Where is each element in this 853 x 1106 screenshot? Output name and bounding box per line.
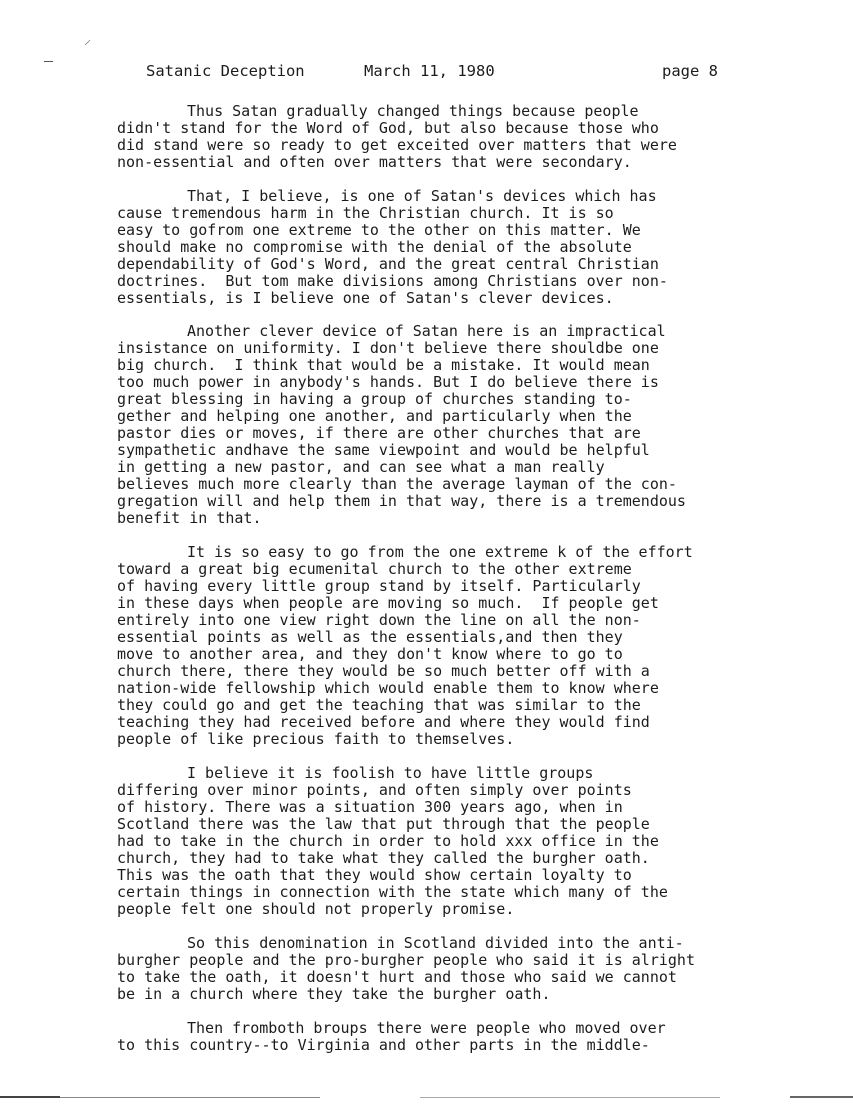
scan-edge-mark — [790, 1096, 853, 1098]
text-line: burgher people and the pro-burgher people who said it is alright — [117, 951, 695, 969]
text-line: of having every little group stand by itself. Particularly — [117, 577, 641, 595]
text-line: gregation will and help them in that way, there is a tremendous — [117, 492, 686, 510]
text-line: church there, there they would be so much better off with a — [117, 662, 650, 680]
text-line: believes much more clearly than the average layman of the con- — [117, 475, 677, 493]
text-line: had to take in the church in order to hold xxx office in the — [117, 832, 659, 850]
text-line: insistance on uniformity. I don't believe there shouldbe one — [117, 339, 659, 357]
text-line: differing over minor points, and often simply over points — [117, 781, 632, 799]
text-line: to take the oath, it doesn't hurt and those who said we cannot — [117, 968, 677, 986]
ink-smudge-mark: ⸝ — [84, 32, 91, 48]
text-line: This was the oath that they would show certain loyalty to — [117, 866, 632, 884]
text-line: sympathetic andhave the same viewpoint and would be helpful — [117, 441, 650, 459]
text-line: non-essential and often over matters that were secondary. — [117, 153, 632, 171]
text-line: Scotland there was the law that put through that the people — [117, 815, 650, 833]
text-line: That, I believe, is one of Satan's devices which has — [187, 187, 657, 205]
text-line: should make no compromise with the denial of the absolute — [117, 238, 632, 256]
scan-edge-mark — [420, 1097, 720, 1098]
paragraph-1 — [117, 103, 797, 171]
text-line: they could go and get the teaching that was similar to the — [117, 696, 641, 714]
scan-edge-mark — [0, 1096, 60, 1098]
text-line: pastor dies or moves, if there are other churches that are — [117, 424, 641, 442]
text-line: cause tremendous harm in the Christian church. It is so — [117, 204, 614, 222]
paragraph-2 — [117, 188, 797, 307]
text-line: It is so easy to go from the one extreme k of the effort — [187, 543, 693, 561]
text-line: didn't stand for the Word of God, but also because those who — [117, 119, 659, 137]
text-line: doctrines. But tom make divisions among Christians over non- — [117, 272, 668, 290]
page-number: page 8 — [662, 62, 718, 80]
document-title: Satanic Deception — [146, 62, 305, 80]
text-line: people of like precious faith to themselves. — [117, 730, 515, 748]
text-line: in these days when people are moving so much. If people get — [117, 594, 659, 612]
text-line: gether and helping one another, and particularly when the — [117, 407, 632, 425]
paragraph-5 — [117, 765, 797, 918]
text-line: Then fromboth broups there were people who moved over — [187, 1019, 666, 1037]
text-line: Thus Satan gradually changed things because people — [187, 102, 639, 120]
text-line: move to another area, and they don't know where to go to — [117, 645, 623, 663]
text-line: be in a church where they take the burgher oath. — [117, 985, 551, 1003]
paragraph-6 — [117, 935, 797, 1003]
paragraph-7 — [117, 1020, 797, 1054]
text-line: teaching they had received before and where they would find — [117, 713, 650, 731]
text-line: Another clever device of Satan here is an impractical — [187, 322, 666, 340]
scan-edge-mark — [60, 1097, 320, 1098]
text-line: did stand were so ready to get exceited over matters that were — [117, 136, 677, 154]
text-line: in getting a new pastor, and can see what a man really — [117, 458, 605, 476]
text-line: big church. I think that would be a mistake. It would mean — [117, 356, 650, 374]
document-date: March 11, 1980 — [364, 62, 495, 80]
text-line: too much power in anybody's hands. But I do believe there is — [117, 373, 659, 391]
text-line: to this country--to Virginia and other parts in the middle- — [117, 1036, 650, 1054]
text-line: nation-wide fellowship which would enable them to know where — [117, 679, 659, 697]
paragraph-3 — [117, 323, 797, 527]
text-line: great blessing in having a group of churches standing to- — [117, 390, 632, 408]
page-header — [146, 60, 746, 82]
text-line: easy to gofrom one extreme to the other on this matter. We — [117, 221, 641, 239]
text-line: people felt one should not properly promise. — [117, 900, 515, 918]
text-line: of history. There was a situation 300 years ago, when in — [117, 798, 623, 816]
text-line: dependability of God's Word, and the great central Christian — [117, 255, 659, 273]
text-line: certain things in connection with the state which many of the — [117, 883, 668, 901]
text-line: I believe it is foolish to have little groups — [187, 764, 594, 782]
text-line: entirely into one view right down the line on all the non- — [117, 611, 641, 629]
margin-mark — [44, 61, 53, 62]
text-line: essentials, is I believe one of Satan's clever devices. — [117, 289, 614, 307]
text-line: So this denomination in Scotland divided into the anti- — [187, 934, 684, 952]
text-line: benefit in that. — [117, 509, 262, 527]
paragraph-4 — [117, 544, 797, 748]
text-line: essential points as well as the essentials,and then they — [117, 628, 623, 646]
text-line: church, they had to take what they called the burgher oath. — [117, 849, 650, 867]
text-line: toward a great big ecumenital church to the other extreme — [117, 560, 632, 578]
